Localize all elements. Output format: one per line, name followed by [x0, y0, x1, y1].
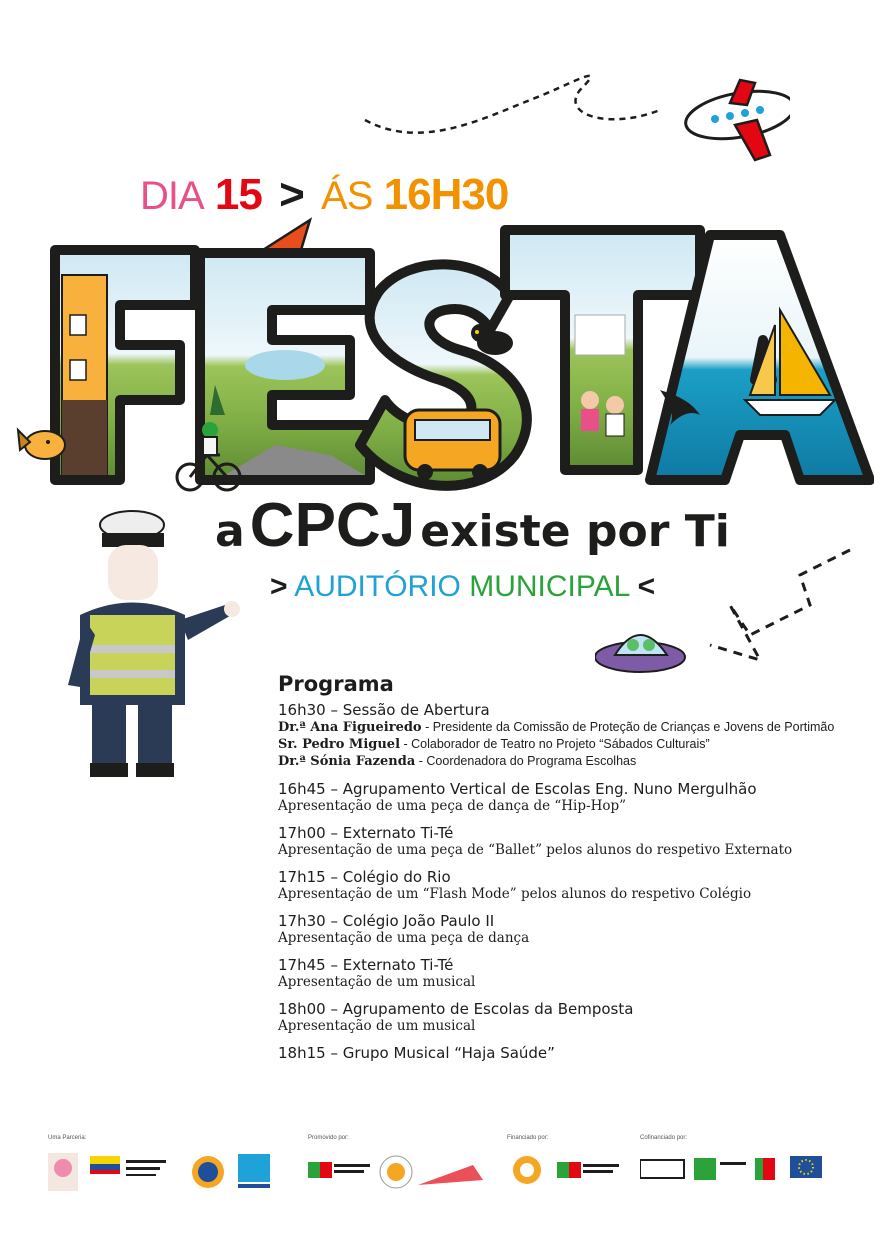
programme-item	[278, 957, 838, 990]
programme-item-heading: 17h45 – Externato Ti-Té	[278, 956, 454, 974]
partner-logos	[48, 1150, 278, 1195]
promoter-logos	[308, 1150, 493, 1195]
programme-item	[278, 1045, 838, 1062]
programme-item-heading: 16h45 – Agrupamento Vertical de Escolas Eng. Nuno Mergulhão	[278, 780, 757, 798]
police-officer-icon	[60, 505, 245, 785]
dashed-path-decoration	[690, 545, 860, 675]
programme-item-heading: 17h00 – Externato Ti-Té	[278, 824, 454, 842]
flight-path-decoration	[360, 60, 790, 170]
airplane-icon	[682, 80, 790, 160]
programme-item-opening	[278, 702, 838, 770]
guest-line	[278, 753, 838, 770]
programme-item-description: Apresentação de uma peça de dança	[278, 930, 530, 946]
programme-item	[278, 781, 838, 814]
programme-item-heading: 17h30 – Colégio João Paulo II	[278, 912, 495, 930]
bus-icon	[405, 410, 500, 480]
programme-title: Programa	[278, 672, 394, 696]
funded-by-label: Financiado por:	[507, 1135, 549, 1141]
tagline-organization: CPCJ	[249, 491, 416, 560]
tagline	[215, 490, 730, 561]
guest-name: Sr. Pedro Miguel	[278, 737, 401, 752]
programme-item-description: Apresentação de um musical	[278, 974, 476, 990]
venue-arrow-left: >	[270, 570, 288, 603]
programme-item-description: Apresentação de uma peça de “Ballet” pelos alunos do respetivo Externato	[278, 842, 793, 858]
programme-item-heading: 16h30 – Sessão de Abertura	[278, 701, 490, 719]
venue-arrow-right: <	[637, 570, 656, 603]
programme-item	[278, 825, 838, 858]
guest-role: - Presidente da Comissão de Proteção de Crianças e Jovens de Portimão	[421, 720, 835, 734]
cofunder-logos	[640, 1150, 830, 1195]
funder-logos	[507, 1150, 632, 1195]
programme-item-description: Apresentação de uma peça de dança de “Hip-Hop”	[278, 798, 627, 814]
tagline-suffix: existe por Ti	[420, 506, 730, 557]
time-label: ÁS	[321, 174, 373, 218]
guest-name: Dr.ª Ana Figueiredo	[278, 720, 422, 735]
cyclist-icon	[175, 415, 245, 495]
partnership-label: Uma Parceria:	[48, 1135, 87, 1141]
programme-item	[278, 913, 838, 946]
programme-item-heading: 17h15 – Colégio do Rio	[278, 868, 451, 886]
guest-role: - Colaborador de Teatro no Projeto “Sábados Culturais”	[400, 737, 710, 751]
programme-item-description: Apresentação de um musical	[278, 1018, 476, 1034]
guest-line	[278, 719, 838, 736]
guest-role: - Coordenadora do Programa Escolhas	[415, 754, 637, 768]
programme-item	[278, 869, 838, 902]
guest-line	[278, 736, 838, 753]
promoted-by-label: Promovido por:	[308, 1135, 349, 1141]
day-number: 15	[214, 170, 262, 219]
programme-item-heading: 18h00 – Agrupamento de Escolas da Bemposta	[278, 1000, 634, 1018]
programme-item	[278, 1001, 838, 1034]
programme	[278, 672, 838, 1073]
cofunded-by-label: Cofinanciado por:	[640, 1135, 688, 1141]
separator-arrow: >	[279, 170, 304, 219]
festa-title	[10, 215, 874, 515]
sponsor-footer	[0, 1135, 874, 1205]
venue	[270, 570, 655, 604]
programme-item-description: Apresentação de um “Flash Mode” pelos alunos do respetivo Colégio	[278, 886, 752, 902]
letter-f	[55, 250, 195, 480]
tagline-prefix: a	[215, 506, 245, 557]
event-date-time	[140, 170, 508, 220]
venue-word-2: MUNICIPAL	[469, 570, 630, 603]
event-time: 16H30	[383, 170, 509, 219]
programme-item-heading: 18h15 – Grupo Musical “Haja Saúde”	[278, 1044, 555, 1062]
dog-icon	[10, 420, 70, 480]
day-label: DIA	[140, 174, 204, 218]
guest-name: Dr.ª Sónia Fazenda	[278, 754, 416, 769]
venue-word-1: AUDITÓRIO	[294, 570, 461, 603]
